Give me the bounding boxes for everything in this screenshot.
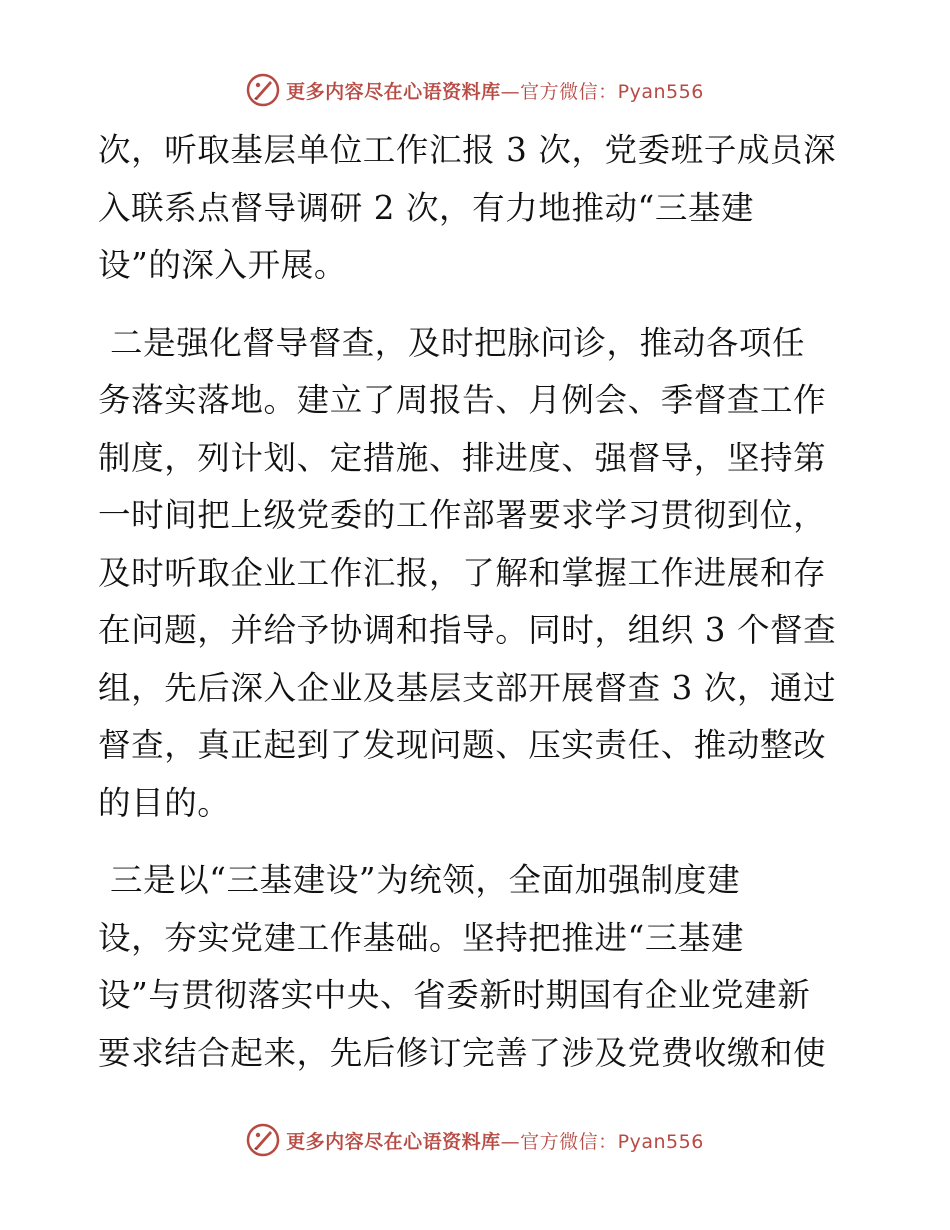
- text-line: 设”与贯彻落实中央、省委新时期国有企业党建新: [98, 976, 811, 1014]
- text-line: 设，夯实党建工作基础。坚持把推进“三基建: [98, 918, 745, 957]
- text-line: 二是强化督导督查，及时把脉问诊，推动各项任: [110, 323, 806, 362]
- text-line: 三是以“三基建设”为统领，全面加强制度建: [110, 861, 741, 899]
- footer-watermark: [0, 1120, 950, 1160]
- header-watermark: [0, 70, 950, 110]
- watermark-wechat: 官方微信：Pyan556: [520, 80, 704, 103]
- text-line: 务落实落地。建立了周报告、月例会、季督查工作: [98, 381, 827, 419]
- text-line: 次，听取基层单位工作汇报 3 次，党委班子成员深: [98, 131, 837, 169]
- feather-pen-logo-icon: [246, 73, 280, 107]
- watermark-text: [286, 77, 704, 104]
- text-line: 入联系点督导调研 2 次，有力地推动“三基建: [98, 188, 755, 227]
- text-line: 在问题，并给予协调和指导。同时，组织 3 个督查: [98, 611, 837, 649]
- text-line: 一时间把上级党委的工作部署要求学习贯彻到位，: [98, 496, 827, 534]
- text-line: 制度，列计划、定措施、排进度、强督导，坚持第: [98, 438, 827, 477]
- feather-pen-logo-icon: [246, 1123, 280, 1157]
- watermark-wechat: 官方微信：Pyan556: [520, 1130, 704, 1153]
- text-line: 及时听取企业工作汇报，了解和掌握工作进展和存: [98, 553, 827, 592]
- watermark-site-name: 更多内容尽在心语资料库: [286, 1130, 501, 1153]
- text-line: 督查，真正起到了发现问题、压实责任、推动整改: [98, 726, 827, 764]
- watermark-dash: —: [500, 1130, 521, 1153]
- watermark-text: [286, 1127, 704, 1154]
- document-body: [98, 122, 858, 1082]
- text-line: 组，先后深入企业及基层支部开展督查 3 次，通过: [98, 668, 837, 707]
- text-line: 要求结合起来，先后修订完善了涉及党费收缴和使: [98, 1033, 827, 1072]
- watermark-dash: —: [500, 80, 521, 103]
- text-line: 的目的。: [98, 783, 231, 822]
- watermark-site-name: 更多内容尽在心语资料库: [286, 80, 501, 103]
- text-line: 设”的深入开展。: [98, 246, 347, 284]
